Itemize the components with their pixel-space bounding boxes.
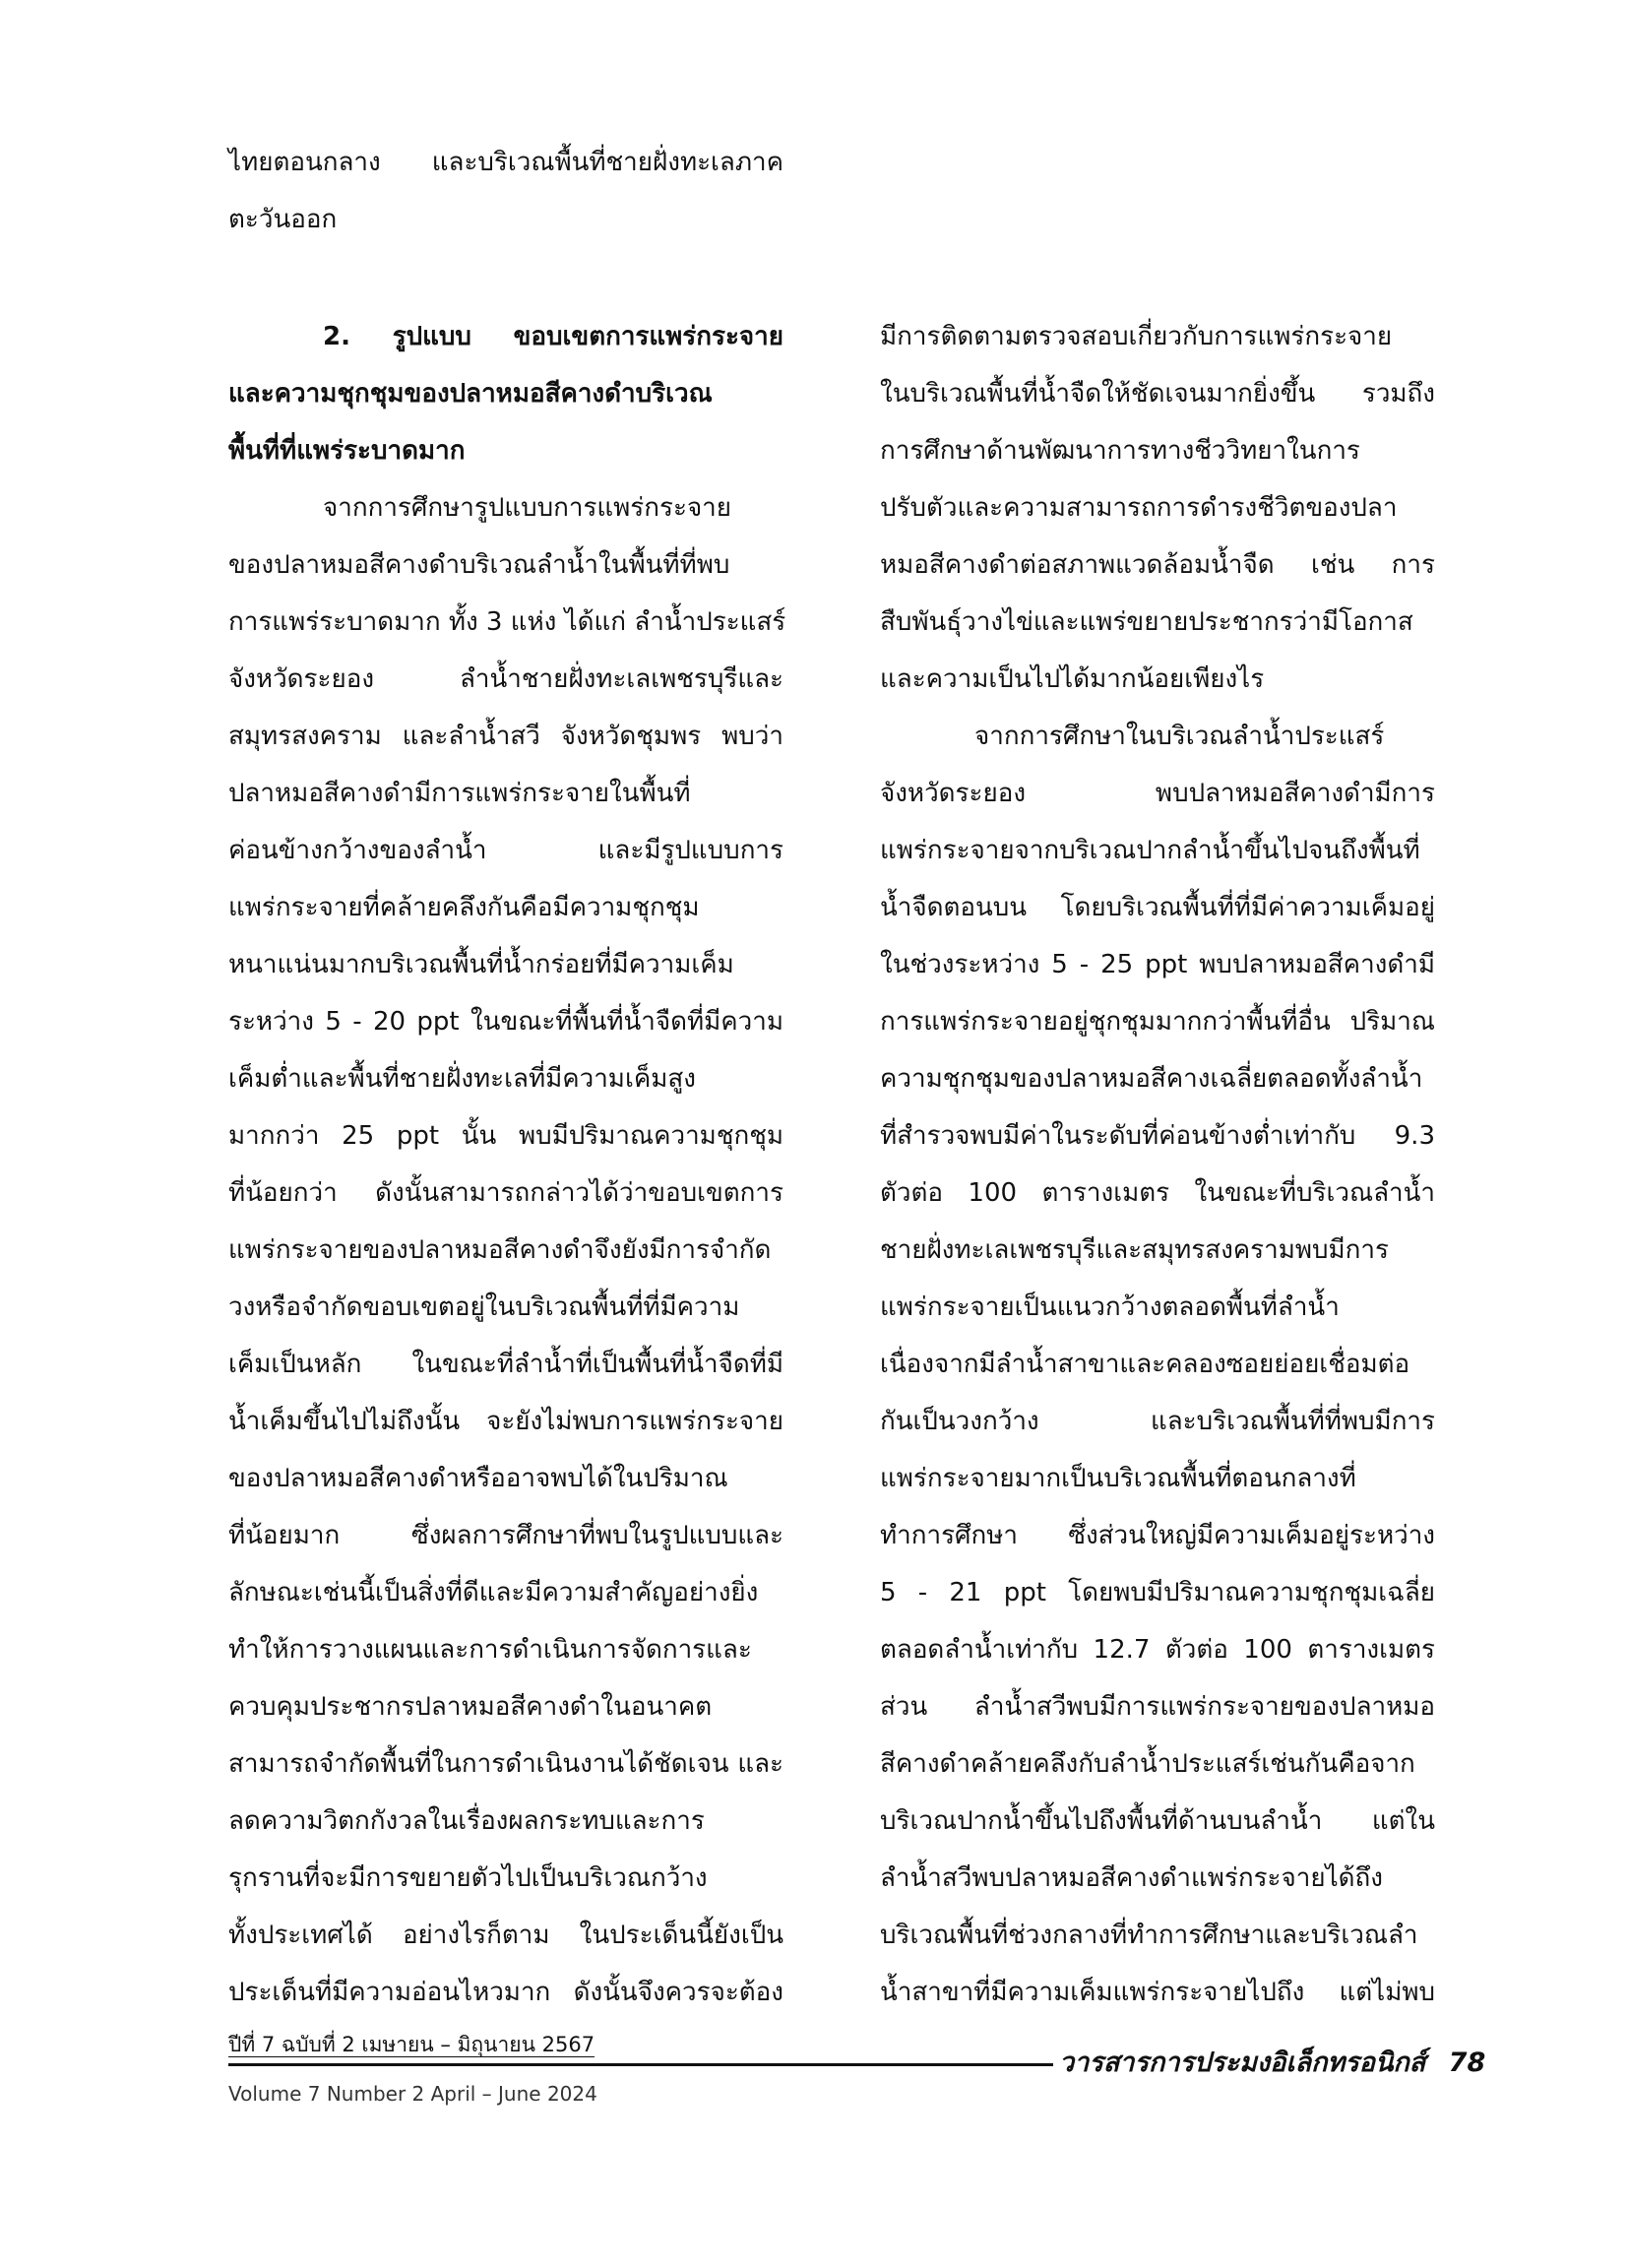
- paragraph-line: ที่น้อยกว่า ดังนั้นสามารถกล่าวได้ว่าขอบเขตการ: [228, 1178, 783, 1208]
- paragraph-line: แพร่กระจายมากเป็นบริเวณพื้นที่ตอนกลางที่: [880, 1464, 1356, 1493]
- paragraph-line: ประเด็นที่มีความอ่อนไหวมาก ดังนั้นจึงควรจะต้อง: [228, 1978, 783, 2007]
- paragraph-line: ระหว่าง 5 - 20 ppt ในขณะที่พื้นที่น้ำจืดที่มีความ: [228, 1007, 783, 1037]
- paragraph-line: สมุทรสงคราม และลำน้ำสวี จังหวัดชุมพร พบว่า: [228, 722, 783, 751]
- paragraph-line: หนาแน่นมากบริเวณพื้นที่น้ำกร่อยที่มีความเค็ม: [228, 950, 734, 979]
- page-number: 78: [1448, 2048, 1486, 2078]
- footer-journal: [1053, 2044, 1486, 2083]
- paragraph-line: และความเป็นไปได้มากน้อยเพียงไร: [880, 664, 1265, 694]
- paragraph-line: ตัวต่อ 100 ตารางเมตร ในขณะที่บริเวณลำน้ำ: [880, 1178, 1435, 1208]
- paragraph-line: ทั้งประเทศได้ อย่างไรก็ตาม ในประเด็นนี้ยังเป็น: [228, 1921, 783, 1950]
- paragraph-line: ที่สำรวจพบมีค่าในระดับที่ค่อนข้างต่ำเท่ากับ 9.3: [880, 1121, 1435, 1151]
- paragraph-line: ปลาหมอสีคางดำมีการแพร่กระจายในพื้นที่: [228, 779, 691, 808]
- paragraph-line: ที่น้อยมาก ซึ่งผลการศึกษาที่พบในรูปแบบและ: [228, 1521, 783, 1550]
- paragraph-line: ปรับตัวและความสามารถการดำรงชีวิตของปลา: [880, 493, 1398, 523]
- journal-name: วารสารการประมงอิเล็กทรอนิกส์: [1059, 2048, 1426, 2078]
- paragraph-line: กันเป็นวงกว้าง และบริเวณพื้นที่ที่พบมีการ: [880, 1407, 1435, 1436]
- paragraph-line: มีการติดตามตรวจสอบเกี่ยวกับการแพร่กระจาย: [880, 322, 1393, 351]
- paragraph-line: ในบริเวณพื้นที่น้ำจืดให้ชัดเจนมากยิ่งขึ้น รวมถึง: [880, 379, 1435, 409]
- paragraph-line: จังหวัดระยอง ลำน้ำชายฝั่งทะเลเพชรบุรีและ: [228, 664, 783, 694]
- intro-line: ไทยตอนกลาง และบริเวณพื้นที่ชายฝั่งทะเลภาค: [228, 148, 783, 177]
- paragraph-line: สีคางดำคล้ายคลึงกับลำน้ำประแสร์เช่นกันคือจาก: [880, 1749, 1415, 1779]
- paragraph-line: ของปลาหมอสีคางดำบริเวณลำน้ำในพื้นที่ที่พบ: [228, 550, 730, 580]
- paragraph-line: การแพร่กระจายอยู่ชุกชุมมากกว่าพื้นที่อื่น ปริมาณ: [880, 1007, 1435, 1037]
- paragraph-line: ในช่วงระหว่าง 5 - 25 ppt พบปลาหมอสีคางดำมี: [880, 950, 1435, 979]
- paragraph-line: ของปลาหมอสีคางดำหรืออาจพบได้ในปริมาณ: [228, 1464, 728, 1493]
- paragraph-line: การศึกษาด้านพัฒนาการทางชีววิทยาในการ: [880, 436, 1360, 466]
- paragraph-line: จังหวัดระยอง พบปลาหมอสีคางดำมีการ: [880, 779, 1435, 808]
- paragraph-line: ทำการศึกษา ซึ่งส่วนใหญ่มีความเค็มอยู่ระหว่าง: [880, 1521, 1435, 1550]
- paragraph-line: จากการศึกษารูปแบบการแพร่กระจาย: [323, 493, 732, 523]
- paragraph-line: ส่วน ลำน้ำสวีพบมีการแพร่กระจายของปลาหมอ: [880, 1692, 1435, 1722]
- paragraph-line: รุกรานที่จะมีการขยายตัวไปเป็นบริเวณกว้าง: [228, 1863, 708, 1893]
- paragraph-line: ลักษณะเช่นนี้เป็นสิ่งที่ดีและมีความสำคัญอย่างยิ่ง: [228, 1578, 759, 1607]
- paragraph-line: ลำน้ำสวีพบปลาหมอสีคางดำแพร่กระจายได้ถึง: [880, 1863, 1383, 1893]
- paragraph-line: หมอสีคางดำต่อสภาพแวดล้อมน้ำจืด เช่น การ: [880, 550, 1435, 580]
- footer-issue-en: Volume 7 Number 2 April – June 2024: [228, 2082, 597, 2106]
- paragraph-line: วงหรือจำกัดขอบเขตอยู่ในบริเวณพื้นที่ที่มีความ: [228, 1292, 740, 1322]
- paragraph-line: เค็มต่ำและพื้นที่ชายฝั่งทะเลที่มีความเค็มสูง: [228, 1064, 696, 1094]
- section-heading: และความชุกชุมของปลาหมอสีคางดำบริเวณ: [228, 379, 713, 409]
- section-heading: 2. รูปแบบ ขอบเขตการแพร่กระจาย: [323, 322, 783, 351]
- paragraph-line: บริเวณพื้นที่ช่วงกลางที่ทำการศึกษาและบริเวณลำ: [880, 1921, 1418, 1950]
- footer-issue-th: [228, 2030, 595, 2059]
- paragraph-line: บริเวณปากน้ำขึ้นไปถึงพื้นที่ด้านบนลำน้ำ แต่ใน: [880, 1806, 1435, 1836]
- paragraph-line: น้ำเค็มขึ้นไปไม่ถึงนั้น จะยังไม่พบการแพร่กระจาย: [228, 1407, 783, 1436]
- paragraph-line: 5 - 21 ppt โดยพบมีปริมาณความชุกชุมเฉลี่ย: [880, 1578, 1435, 1607]
- paragraph-line: ลดความวิตกกังวลในเรื่องผลกระทบและการ: [228, 1806, 705, 1836]
- paragraph-line: เนื่องจากมีลำน้ำสาขาและคลองซอยย่อยเชื่อมต่อ: [880, 1350, 1410, 1379]
- paragraph-line: ทำให้การวางแผนและการดำเนินการจัดการและ: [228, 1635, 752, 1665]
- paragraph-line: มากกว่า 25 ppt นั้น พบมีปริมาณความชุกชุม: [228, 1121, 783, 1151]
- paragraph-line: ตลอดลำน้ำเท่ากับ 12.7 ตัวต่อ 100 ตารางเมตร: [880, 1635, 1435, 1665]
- paragraph-line: ความชุกชุมของปลาหมอสีคางเฉลี่ยตลอดทั้งลำน้ำ: [880, 1064, 1423, 1094]
- paragraph-line: แพร่กระจายของปลาหมอสีคางดำจึงยังมีการจำกัด: [228, 1235, 772, 1265]
- paragraph-line: แพร่กระจายจากบริเวณปากลำน้ำขึ้นไปจนถึงพื้นที่: [880, 836, 1420, 865]
- paragraph-line: น้ำจืดตอนบน โดยบริเวณพื้นที่ที่มีค่าความเค็มอยู่: [880, 893, 1435, 922]
- footer-issue-th-text: ปีที่ 7 ฉบับที่ 2 เมษายน – มิถุนายน 2567: [228, 2033, 595, 2056]
- paragraph-line: แพร่กระจายเป็นแนวกว้างตลอดพื้นที่ลำน้ำ: [880, 1292, 1340, 1322]
- paragraph-line: การแพร่ระบาดมาก ทั้ง 3 แห่ง ได้แก่ ลำน้ำประแสร์: [228, 607, 786, 637]
- paragraph-line: ค่อนข้างกว้างของลำน้ำ และมีรูปแบบการ: [228, 836, 783, 865]
- paragraph-line: น้ำสาขาที่มีความเค็มแพร่กระจายไปถึง แต่ไม่พบ: [880, 1978, 1435, 2007]
- paragraph-line: จากการศึกษาในบริเวณลำน้ำประแสร์: [974, 722, 1385, 751]
- section-heading: พื้นที่ที่แพร่ระบาดมาก: [228, 436, 466, 466]
- paragraph-line: เค็มเป็นหลัก ในขณะที่ลำน้ำที่เป็นพื้นที่น้ำจืดที่มี: [228, 1350, 783, 1379]
- paragraph-line: ชายฝั่งทะเลเพชรบุรีและสมุทรสงครามพบมีการ: [880, 1235, 1389, 1265]
- paragraph-line: สืบพันธุ์วางไข่และแพร่ขยายประชากรว่ามีโอกาส: [880, 607, 1413, 637]
- paragraph-line: แพร่กระจายที่คล้ายคลึงกันคือมีความชุกชุม: [228, 893, 700, 922]
- paragraph-line: ควบคุมประชากรปลาหมอสีคางดำในอนาคต: [228, 1692, 713, 1722]
- paragraph-line: สามารถจำกัดพื้นที่ในการดำเนินงานได้ชัดเจน และ: [228, 1749, 783, 1779]
- intro-line: ตะวันออก: [228, 205, 338, 234]
